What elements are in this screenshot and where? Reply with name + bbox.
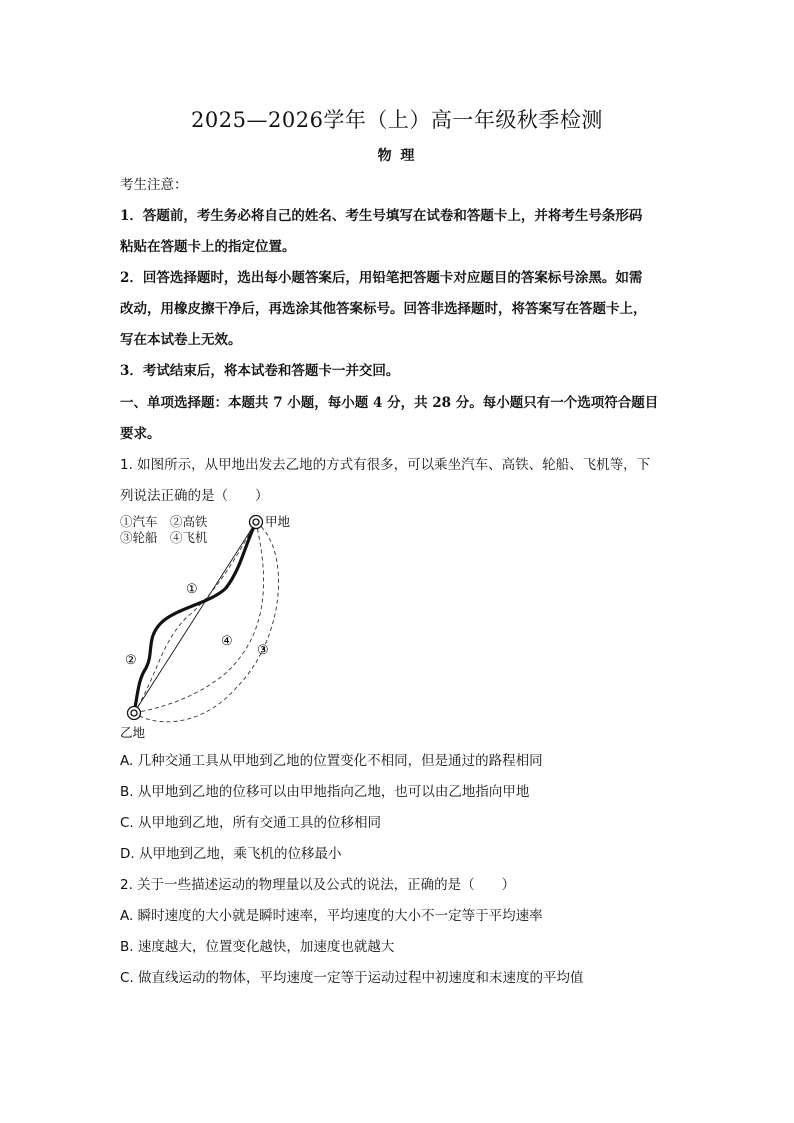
route-diagram-svg [116, 508, 316, 743]
q1-stem-line-1: 1. 如图所示，从甲地出发去乙地的方式有很多，可以乘坐汽车、高铁、轮船、飞机等，下 [120, 457, 651, 473]
q1-option-c: C. 从甲地到乙地，所有交通工具的位移相同 [120, 815, 382, 831]
route-airplane-line [134, 522, 256, 713]
figure-legend-line-2: ③轮船 ④飞机 [120, 530, 208, 545]
q2-stem: 2. 关于一些描述运动的物理量以及公式的说法，正确的是（ ） [120, 877, 516, 893]
q1-option-a: A. 几种交通工具从甲地到乙地的位置变化不相同，但是通过的路程相同 [120, 753, 543, 769]
route-label-2: ② [125, 653, 137, 668]
route-ship-dashed [134, 522, 279, 722]
route-label-4: ④ [221, 634, 233, 649]
q2-option-a: A. 瞬时速度的大小就是瞬时速率，平均速度的大小不一定等于平均速率 [120, 908, 543, 924]
route-label-1: ① [186, 582, 198, 597]
end-label: 乙地 [120, 725, 146, 740]
notice-line-6: 3．考试结束后，将本试卷和答题卡一并交回。 [120, 363, 400, 379]
q1-option-d: D. 从甲地到乙地，乘飞机的位移最小 [120, 846, 342, 862]
notice-line-4: 改动，用橡皮擦干净后，再选涂其他答案标号。回答非选择题时，将答案写在答题卡上， [120, 301, 647, 317]
start-label: 甲地 [265, 514, 291, 529]
q1-option-b: B. 从甲地到乙地的位移可以由甲地指向乙地，也可以由乙地指向甲地 [120, 784, 530, 800]
exam-title: 2025—2026学年（上）高一年级秋季检测 [191, 108, 603, 132]
section-heading-line-1: 一、单项选择题：本题共 7 小题，每小题 4 分，共 28 分。每小题只有一个选项符合题目 [120, 395, 659, 411]
notice-line-5: 写在本试卷上无效。 [120, 332, 242, 348]
notice-line-3: 2．回答选择题时，选出每小题答案后，用铅笔把答题卡对应题目的答案标号涂黑。如需 [120, 270, 643, 286]
figure-legend-line-1: ①汽车 ②高铁 [120, 514, 208, 529]
q1-stem-line-2: 列说法正确的是（ ） [120, 488, 269, 504]
end-point-inner [131, 710, 137, 716]
notice-line-1: 1．答题前，考生务必将自己的姓名、考生号填写在试卷和答题卡上，并将考生号条形码 [120, 208, 643, 224]
start-point-inner [253, 519, 259, 525]
q2-option-b: B. 速度越大，位置变化越快，加速度也就越大 [120, 939, 395, 955]
exam-subject: 物 理 [377, 148, 417, 164]
notice-heading: 考生注意： [120, 177, 188, 193]
notice-line-2: 粘贴在答题卡上的指定位置。 [120, 239, 296, 255]
route-label-3: ③ [257, 643, 269, 658]
q2-option-c: C. 做直线运动的物体，平均速度一定等于运动过程中初速度和末速度的平均值 [120, 970, 584, 986]
route-diagram [116, 508, 316, 743]
section-heading-line-2: 要求。 [120, 426, 161, 442]
